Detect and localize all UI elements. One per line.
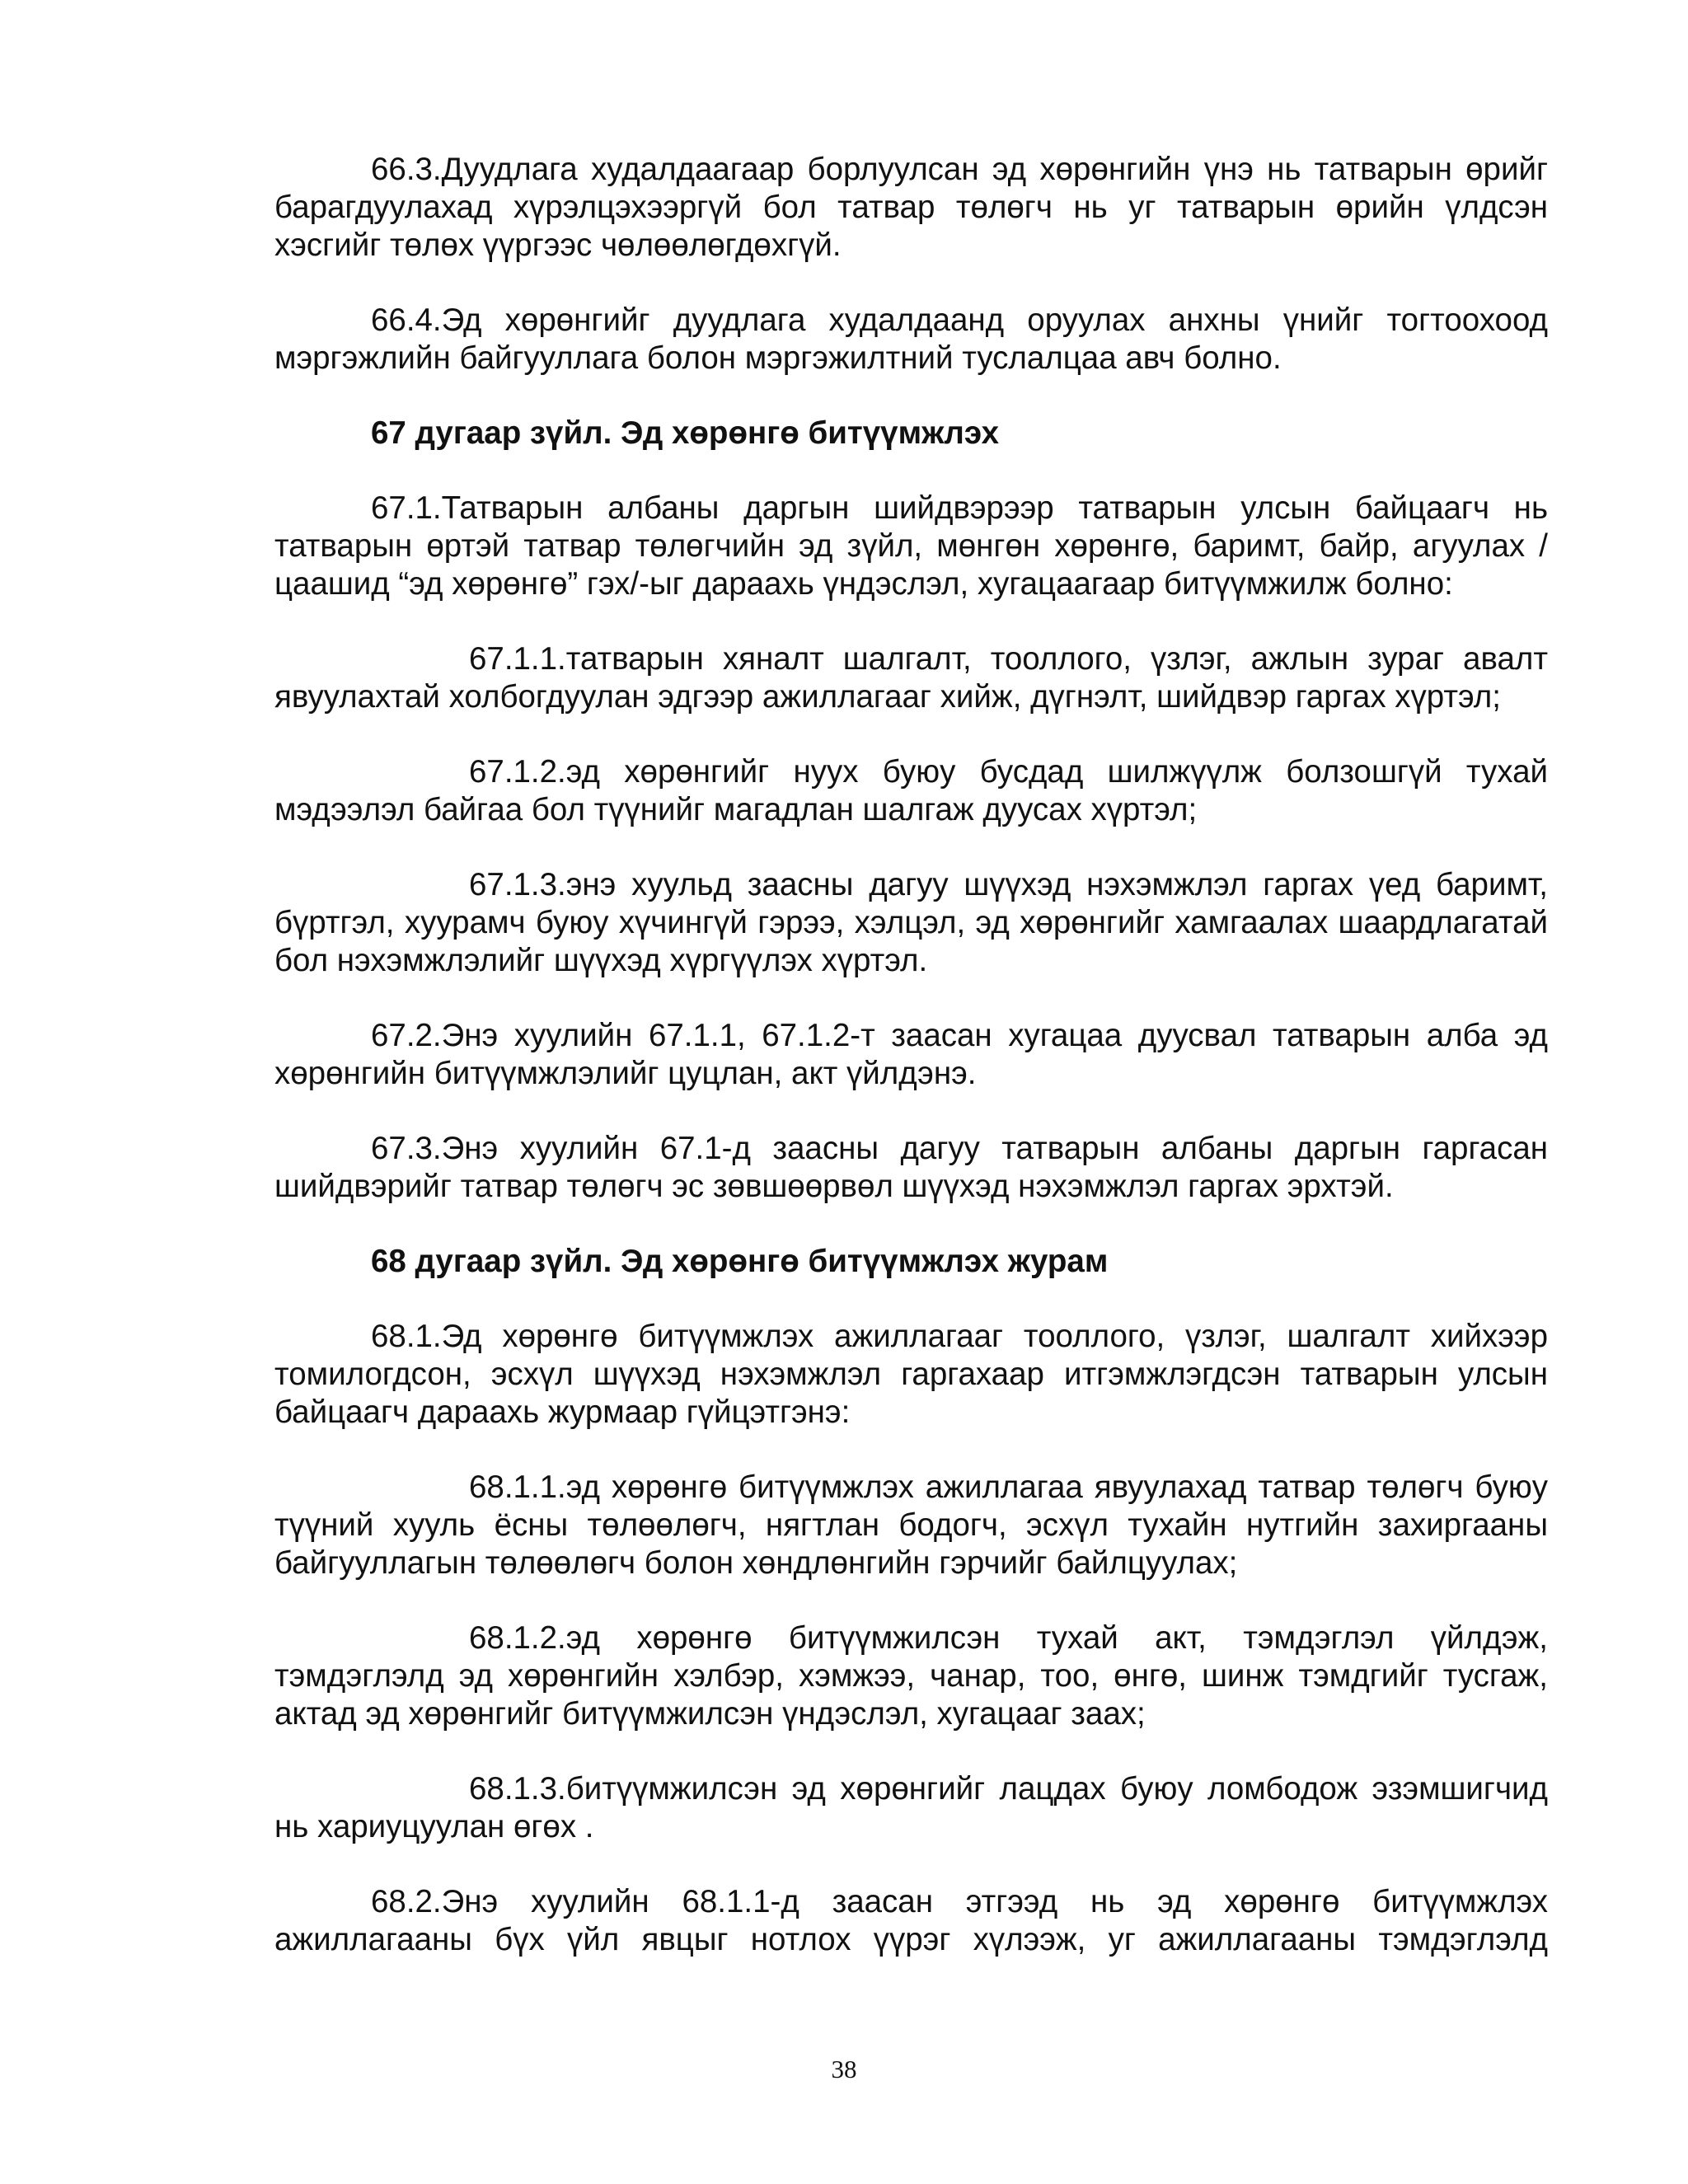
clause-paragraph: 67.1.Татварын албаны даргын шийдвэрээр татварын улсын байцаагч нь татварын өртэй татвар төлөгчийн эд зүйл, мөнгөн хөрөнгө, баримт, байр, агуулах /цаашид “эд хөрөнгө” гэх/-ыг дараахь үндэслэл, хугацаагаар битүүмжилж болно: xyxy=(274,490,1548,602)
sub-clause-paragraph: 68.1.3.битүүмжилсэн эд хөрөнгийг лацдах буюу ломбодож эзэмшигчид нь хариуцуулан өгөх . xyxy=(274,1771,1548,1844)
document-body xyxy=(274,151,1548,1959)
clause-paragraph: 67.2.Энэ хуулийн 67.1.1, 67.1.2-т заасан хугацаа дуусвал татварын алба эд хөрөнгийн битүүмжлэлийг цуцлан, акт үйлдэнэ. xyxy=(274,1018,1548,1091)
sub-clause-paragraph: 67.1.2.эд хөрөнгийг нуух буюу бусдад шилжүүлж болзошгүй тухай мэдээлэл байгаа бол түүнийг магадлан шалгаж дуусах хүртэл; xyxy=(274,754,1548,827)
clause-paragraph: 66.3.Дуудлага худалдаагаар борлуулсан эд хөрөнгийн үнэ нь татварын өрийг барагдуулахад хүрэлцэхээргүй бол татвар төлөгч нь уг татварын өрийн үлдсэн хэсгийг төлөх үүргээс чөлөөлөгдөхгүй. xyxy=(274,152,1548,263)
page-number: 38 xyxy=(831,2055,857,2083)
sub-clause-paragraph: 67.1.1.татварын хяналт шалгалт, тооллого, үзлэг, ажлын зураг авалт явуулахтай холбогдуулан эдгээр ажиллагааг хийж, дүгнэлт, шийдвэр гаргах хүртэл; xyxy=(274,641,1548,715)
sub-clause-paragraph: 68.1.1.эд хөрөнгө битүүмжлэх ажиллагаа явуулахад татвар төлөгч буюу түүний хууль ёсны төлөөлөгч, нягтлан бодогч, эсхүл тухайн нутгийн захиргааны байгууллагын төлөөлөгч болон хөндлөнгийн гэрчийг байлцуулах; xyxy=(274,1469,1548,1581)
clause-paragraph: 67.3.Энэ хуулийн 67.1-д заасны дагуу татварын албаны даргын гаргасан шийдвэрийг татвар төлөгч эс зөвшөөрвөл шүүхэд нэхэмжлэл гаргах эрхтэй. xyxy=(274,1131,1548,1204)
sub-clause-paragraph: 67.1.3.энэ хуульд заасны дагуу шүүхэд нэхэмжлэл гаргах үед баримт, бүртгэл, хуурамч буюу хүчингүй гэрээ, хэлцэл, эд хөрөнгийг хамгаалах шаардлагатай бол нэхэмжлэлийг шүүхэд хүргүүлэх хүртэл. xyxy=(274,867,1548,978)
clause-paragraph: 68.1.Эд хөрөнгө битүүмжлэх ажиллагааг тооллого, үзлэг, шалгалт хийхээр томилогдсон, эсхүл шүүхэд нэхэмжлэл гаргахаар итгэмжлэгдсэн татварын улсын байцаагч дараахь журмаар гүйцэтгэнэ: xyxy=(274,1319,1548,1430)
section-heading: 67 дугаар зүйл. Эд хөрөнгө битүүмжлэх xyxy=(371,415,999,451)
sub-clause-paragraph: 68.1.2.эд хөрөнгө битүүмжилсэн тухай акт, тэмдэглэл үйлдэж, тэмдэглэлд эд хөрөнгийн хэлбэр, хэмжээ, чанар, тоо, өнгө, шинж тэмдгийг тусгаж, актад эд хөрөнгийг битүүмжилсэн үндэслэл, хугацааг заах; xyxy=(274,1620,1548,1732)
clause-paragraph: 66.4.Эд хөрөнгийг дуудлага худалдаанд оруулах анхны үнийг тогтоохоод мэргэжлийн байгууллага болон мэргэжилтний туслалцаа авч болно. xyxy=(274,302,1548,376)
section-heading: 68 дугаар зүйл. Эд хөрөнгө битүүмжлэх журам xyxy=(371,1244,1109,1279)
clause-paragraph: 68.2.Энэ хуулийн 68.1.1-д заасан этгээд нь эд хөрөнгө битүүмжлэх ажиллагааны бүх үйл явцыг нотлох үүрэг хүлээж, уг ажиллагааны тэмдэглэлд xyxy=(274,1884,1548,1957)
